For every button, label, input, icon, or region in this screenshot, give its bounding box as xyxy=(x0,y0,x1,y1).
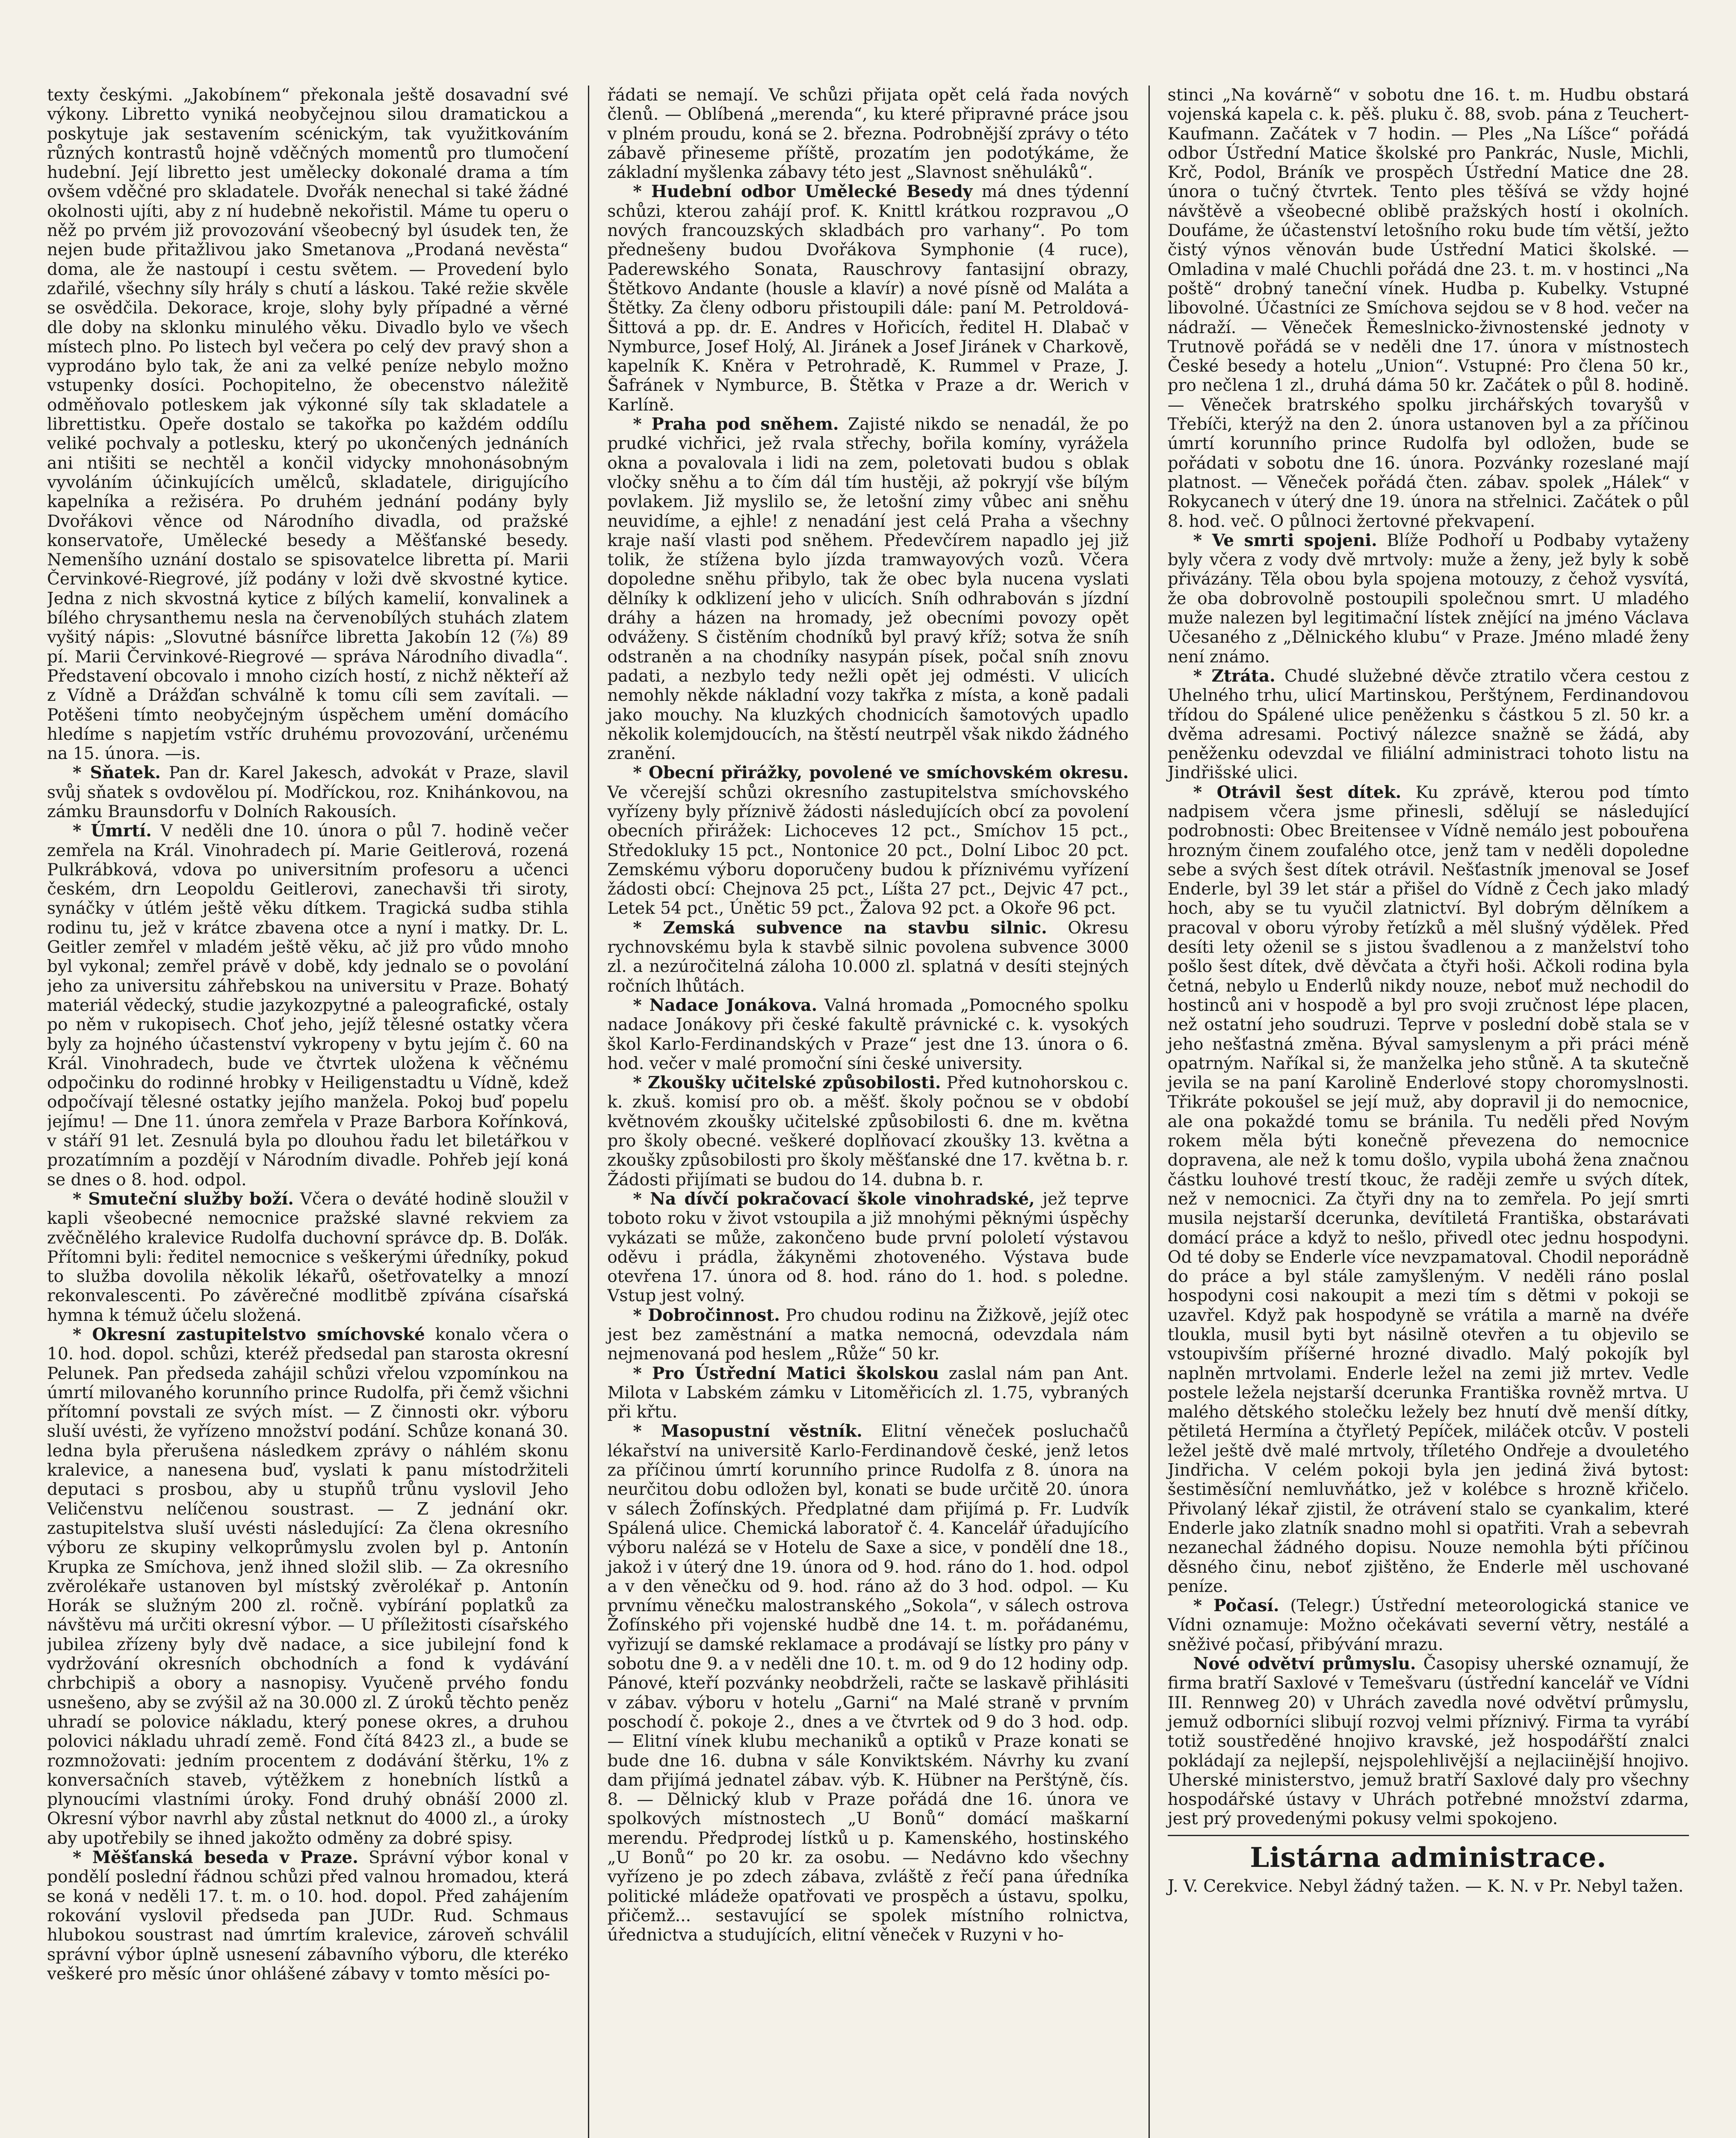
article-paragraph xyxy=(607,86,1128,182)
article-paragraph xyxy=(1168,531,1689,667)
article-text: zaslal nám pan Ant. Milota v Labském zámku v Litoměřicích zl. 1.75, vybraných při kř‍tu. xyxy=(607,1364,1129,1422)
article-lead: * Na dívčí pokračovací škole vinohradské, xyxy=(633,1189,1035,1209)
article-text: Včera o deváté hodině sloužil v kapli všeobecné nemocnice pražské slavné rekviem za zvěčnělého kralevice Rudolfa duchovní správce dp. B. Doľák. Přítomni byli: ředitel nemocnice s veškerými úředníky, pokud to služba dovolila několik lékařů, ošetřovatelky a mnozí rekonvalescenti. Po závěrečné modlitbě zpívána císařská hymna k témuž účelu složená. xyxy=(47,1189,569,1325)
article-paragraph xyxy=(607,763,1128,918)
article-paragraph xyxy=(47,1848,568,1984)
section-divider xyxy=(1168,1835,1689,1836)
column-left xyxy=(47,86,568,2138)
article-text: (Telegr.) Ústřední meteorologická stanice ve Vídni oznamuje: Možno očekávati severní větry, nestálé a sněživé počasí, přibývání mrazu. xyxy=(1167,1596,1689,1654)
columns xyxy=(47,86,1689,2138)
section-heading: Listárna administrace. xyxy=(1250,1841,1607,1874)
article-lead: * Hudební odbor Umělecké Besedy xyxy=(633,182,973,202)
article-paragraph xyxy=(1168,86,1689,531)
article-text: texty českými. „Jakobínem“ překonala ještě dosavadní své výkony. Libretto vyniká neobyčejnou silou dramatickou a poskytuje jak sestavením scénickým, tak využitkováním různých kontrastů hojně vděčných momentů pro tlumočení hudební. Její libretto jest umělecky dokonalé drama a tím ovšem vděčné pro skladatele. Dvořák nenechal si také žádné okolnosti ujíti, aby z ní hudebně nekořistil. Máme tu operu o něž po prvém již provozování všeobecný byl úsudek ten, že nejen bude přitažlivou jako Smetanova „Prodaná nevěsta“ doma, ale že nastoupí i cestu světem. — Provedení bylo zdařilé, všechny síly hrály s chutí a láskou. Také režie skvěle se osvědčila. Dekorace, kroje, slohy byly případné a věrné dle doby na sklonku minulého věku. Divadlo bylo ve všech místech plno. Po listech byl večera po celý dev pravý shon a vyprodáno bylo tak, že ani za velké peníze nebylo možno vstupenky dosíci. Pochopitelno, že obecenstvo náležitě odměňovalo potleskem jak výkonné síly tak skladatele a librettistku. Opeře dostalo se takořka po každém oddílu veliké pochvaly a potlesku, který po ukončených jednáních ani ntišiti se nechtěl a končil vidycky mnohonásobným vyvoláním účinkujících umělců, skladatele, dirigujícího kapelníka a režiséra. Po druhém jednání podány byly Dvořákovi věnce od Národního divadla, od pražské konservatoře, Umělecké besedy a Měšťanské besedy. Nemenšího uznání dostalo se spisovatelce libretta pí. Marii Červinkové-Riegrové, jíž podány v loži dvě skvostné kytice. Jedna z nich skvostná kytice z bílých kamelií, konvalinek a bílého chrysanthemu nesla na červenobílých stuhách zlatem vyšitý nápis: „Slovutné básnířce libretta Jakobín 12 (⅞) 89 pí. Marii Červinkové-Riegrové — správa Národního divadla“. Představení obcovalo i mnoho cizích hostí, z nichž někteří až z Vídně a Drážďan schválně k tomu cíli sem zavítali. — Potěšeni tímto neobyčejným úspěchem umění domácího hledíme s napjetím vstříc druhému provozování, určenému na 15. února. —is. xyxy=(47,86,569,764)
article-lead: Nové odvětví průmyslu. xyxy=(1193,1654,1416,1674)
article-lead: * Úmrtí. xyxy=(73,821,152,841)
article-paragraph xyxy=(607,1190,1128,1306)
article-lead: * Masopustní věstník. xyxy=(633,1421,862,1441)
article-lead: * Zemská subvence na stavbu silnic. xyxy=(633,918,1047,938)
article-paragraph xyxy=(47,86,568,763)
article-lead: * Otrávil šest dítek. xyxy=(1193,782,1402,802)
article-paragraph xyxy=(607,996,1128,1073)
article-text: Pan dr. Karel Jakesch, advokát v Praze, slavil svůj sňatek s ovdovělou pí. Modříckou, roz. Knihánkovou, na zámku Braunsdorfu v Dolních Rakousích. xyxy=(47,763,569,821)
article-lead: * Pro Ústřední Matici školskou xyxy=(633,1363,939,1383)
article-paragraph xyxy=(47,1190,568,1325)
article-text: Správní výbor konal v pondělí poslední řádnou schůzi před valnou hromadou, která se koná v neděli 17. t. m. o 10. hod. dopol. Před zahájením rokování vyslovil předseda pan JUDr. Rud. Schmaus hlubokou soustrast nad úmrtím kralevice, zároveň schválil správní výbor úplně usnesení zábavního výboru, dle kteréko veškeré pro měsíc únor ohlášené zábavy v tomto měsíci po- xyxy=(47,1848,569,1984)
article-text: stinci „Na kovárně“ v sobotu dne 16. t. m. Hudbu obstará vojenská kapela c. k. pěš. pluku č. 88, svob. pána z Teuchert-Kaufmann. Začátek v 7 hodin. — Ples „Na Líšce“ pořádá odbor Ústřední Matice školské pro Pankrác, Nusle, Michli, Krč, Podol, Bráník ve prospěch Ústřední Matice dne 28. února o tučný čtvrtek. Tento ples těšívá se vždy hojné návštěvě a všeobecné oblibě pražských hostí i okolních. Doufáme, že účastenství letošního roku bude tím větší, ježto čistý výnos věnován bude Ústřední Matici školské. — Omladina v malé Chuchli pořádá dne 23. t. m. v hostinci „Na poště“ drobný taneční vínek. Hudba p. Kubelky. Vstupné libovolné. Účastníci ze Smíchova sejdou se v 8 hod. večer na nádraží. — Věneček Řemeslnicko-živnostenské jednoty v Trutnově pořádá se v neděli dne 17. února v místnostech České besedy a hotelu „Union“. Vstupné: Pro člena 50 kr., pro nečlena 1 zl., druhá dáma 50 kr. Začátek o půl 8. hodině. — Věneček bratrského spolku jirchářských tovaryšů v Třebíči, kterýž na den 2. února ustanoven byl a za příčinou úmrtí korunního prince Rudolfa byl odložen, bude se pořádati v sobotu dne 16. února. Pozvánky rozeslané mají platnost. — Věneček pořádá čten. zábav. spolek „Hálek“ v Rokycanech v úterý dne 19. února na střelnici. Začátek o půl 8. hod. več. O půlnoci žertovné překvapení. xyxy=(1167,86,1689,531)
article-lead: * Ve smrti spojeni. xyxy=(1193,530,1377,550)
article-text: má dnes týdenní schůzi, kterou zahájí prof. K. Knittl krátkou rozpravou „O nových francouzských skladbách pro varhany“. Po tom přednešeny budou Dvořákova Symphonie (4 ruce), Paderewského Sonata, Rauschrovy fantasijní obrazy, Štětkovo Andante (housle a klavír) a nové písně od Maláta a Štětky. Za členy odboru přistoupili dále: paní M. Petroldová-Šittová a pp. dr. E. Andres v Hořicích, ředitel H. Dlabač v Nymburce, Josef Holý, Al. Jiránek a Josef Jiránek v Charkově, kapelník K. Kněra v Petrohradě, K. Rummel v Praze, J. Šafránek v Nymburce, B. Štětka v Praze a dr. Werich v Karlíně. xyxy=(607,182,1129,415)
article-lead: * Sňatek. xyxy=(73,763,161,783)
article-text: Časopisy uherské oznamují, že firma bratří Saxlové v Temešvaru (ústřední kancelář ve Vídni III. Rennweg 20) v Uhrách zavedla nové odvětví průmyslu, jemuž odborníci slibují rozvoj velmi příznivý. Firma ta vyrábí totiž soustředěné hnojivo kravské, jež hospodářští znalci pokládají za nejlepší, nejspolehlivější a nejlaciinější hnojivo. Uherské ministerstvo, jemuž bratří Saxlové daly pro všechny hospodářské ústavy v Uhrách potřebné množství zdarma, jest prý provedenými pokusy velmi spokojeno. xyxy=(1167,1654,1689,1829)
article-text: konalo včera o 10. hod. dopol. schůzi, kteréž předsedal pan starosta okresní Pelunek. Pan předseda zahájil schůzi vřelou vzpomínkou na úmrtí milovaného korunního prince Rudolfa, při čemž všichni přítomní povstali ze svých míst. — Z činnosti okr. výboru sluší uvésti, že vyřízeno množství podání. Schůze konaná 30. ledna byla přerušena následkem zprávy o náhlém skonu kralevice, a nanesena buď, vyslati k panu místodržiteli deputaci s prosbou, aby u stupňů trůnu vyslovil Jeho Veličenstvu nelíčenou soustrast. — Z jednání okr. zastupitelstva sluší uvésti následující: Za člena okresního výboru ze skupiny velkoprůmyslu zvolen byl p. Antonín Krupka ze Smíchova, jenž ihned složil slib. — Za okresního zvěrolékaře ustanoven byl místský zvěrolékař p. Antonín Horák se služným 200 zl. ročně. vybírání poplatků za návštěvu má určiti okresní výbor. — U příležitosti císařského jubilea zřízeny byly dvě nadace, a sice jubilejní fond k vydržování okresních obchodních a fond k vydávání chrbchipiš a obory a nasnopisy. Vyučeně prvého fondu usnešeno, aby se zvýšil až na 30.000 zl. Z úroků těchto peněz uhradí se polovice nákladu, který ponese okres, a druhou polovici nákladu uhradí země. Fond čítá 8423 zl., a bude se rozmnožovati: jedním procentem z dodávání štěrku, 1% z konversačních staveb, výtěžkem z honebních lístků a plynoucími vlastními úroky. Fond druhý obnáší 2000 zl. Okresní výbor navrhl aby zůstal netknut do 4000 zl., a úroky aby upotřebily se ihned jakožto odměny za dobré spisy. xyxy=(47,1325,569,1848)
article-text: Před kutnohorskou c. k. zkuš. komisí pro ob. a měšť. školy počnou se v období květnovém zkoušky učitelské způsobilosti 6. dne m. května pro školy obecné. veškeré doplňovací zkoušky 13. května a zkoušky způsobilosti pro školy měšťanské dne 17. května b. r. Žádosti přijímati se budou do 14. dubna b. r. xyxy=(607,1073,1129,1190)
article-text: Valná hromada „Pomocného spolku nadace Jonákovy při české fakultě právnické c. k. vysokých škol Karlo-Ferdinandských v Praze“ jest dne 13. února o 6. hod. večer v malé promoční síni české university. xyxy=(607,995,1129,1073)
article-lead: * Okresní zastupitelstvo smíchovské xyxy=(73,1325,425,1344)
article-paragraph xyxy=(607,1073,1128,1190)
article-paragraph xyxy=(607,1306,1128,1364)
article-lead: * Ztráta. xyxy=(1193,666,1275,686)
listarna-text: J. V. Cerekvice. Nebyl žádný tažen. — K. N. v Pr. Nebyl tažen. xyxy=(1167,1877,1684,1896)
column-right xyxy=(1148,86,1689,2138)
article-text: Pro chudou rodinu na Žižkově, jejíž otec jest bez zaměstnání a matka nemocná, odevzdala nám nejmenovaná pod heslem „Růže“ 50 kr. xyxy=(607,1305,1129,1364)
article-paragraph xyxy=(607,918,1128,996)
article-paragraph xyxy=(47,821,568,1190)
article-lead: * Smuteční služby boží. xyxy=(73,1189,294,1209)
article-text: Okresu rychnovskému byla k stavbě silnic povolena subvence 3000 zl. a nezúročitelná záloha 10.000 zl. splatná v desíti stejných ročních lhůtách. xyxy=(607,918,1129,996)
article-lead: * Obecní přirážky, povolené ve smíchovském okresu. xyxy=(633,763,1129,783)
article-paragraph xyxy=(1168,783,1689,1596)
article-text: jež teprve toboto roku v život vstoupila a již mnohými pěknými úspěchy vykázati se může, zakončeno bude první pololetí výstavou oděvu i prádla, žákyněmi zhotoveného. Výstava bude otevřena 17. února od 8. hod. ráno do 1. hod. s poledne. Vstup jest volný. xyxy=(607,1189,1129,1306)
article-text: Blíže Podhoří u Podbaby vytaženy byly včera z vody dvě mrtvoly: muže a ženy, jež byly k sobě přivázány. Těla obou byla spojena motouzy, z čehož vysvítá, že oba dobrovolně postoupili společnou smrt. U mladého muže nalezen byl legitimační lístek znějící na jméno Václava Učesaného z „Dělnického klubu“ v Praze. Jméno mladé ženy není známo. xyxy=(1167,531,1689,667)
article-paragraph xyxy=(47,1325,568,1848)
article-paragraph xyxy=(1168,667,1689,783)
article-text: Ve včerejší schůzi okresního zastupitelstva smíchovského vyřízeny byly příznivě žádosti následujících obcí za povolení obecních přirážek: Lichoceves 12 pct., Smíchov 15 pct., Středokluky 15 pct., Nontonice 20 pct., Dolní Liboc 20 pct. Zemskému výboru doporučeny budou k příznivému vyřízení žádosti obcí: Chejnova 25 pct., Líšta 27 pct., Dejvic 47 pct., Letek 54 pct., Únětic 59 pct., Žalova 92 pct. a Okoře 96 pct. xyxy=(607,783,1129,918)
article-lead: * Počasí. xyxy=(1193,1596,1279,1616)
article-paragraph xyxy=(1168,1654,1689,1829)
article-text: řádati se nemají. Ve schůzi přijata opět celá řada nových členů. — Oblíbená „merenda“, ku které připravné práce jsou v plném proudu, koná se 2. března. Podrobnější zprávy o této zábavě přineseme příště, prozatím jen podotýkáme, že základní myšlenka zábavy této jest „Slavnost sněhuláků“. xyxy=(607,86,1129,183)
article-text: Ku zprávě, kterou pod tímto nadpisem včera jsme přinesli, sdělují se následující podrobnosti: Obec Breitensee v Vídně nemálo jest pobouřena hrozným činem zoufalého otce, jenž tam v neděli dopoledne sebe a svých šest dítek otrávil. Nešťastník jmenoval se Josef Enderle, byl 39 let stár a přišel do Vídně z Čech jako mladý hoch, aby se tu vyučil zlatnictví. Byl dobrým dělníkem a pracoval v oboru výroby řetízků a měl slušný výdělek. Před desíti lety oženil se s jistou švadlenou a z manželství toho pošlo šest dítek, dvě děvčata a čtyři hoši. Ačkoli rodina byla četná, nebylo u Enderlů nikdy nouze, neboť muž nechodil do hostinců ani v hospodě a byl pro svoji zručnost lépe placen, než ostatní jeho soudruzi. Teprve v poslední době stala se v jeho nešťastná změna. Býval samyslenym a při práci méně opatrným. Naříkal si, že manželka jeho stůně. A ta skutečně jevila se na paní Karolině Enderlové stopy choromyslnosti. Třikráte pokoušel se její muž, aby dopravil ji do nemocnice, ale ona pokaždé tomu se bránila. Tu neděli před Novým rokem měla býti konečně převezena do nemocnice dopravena, ale než k tomu došlo, vypila ubohá žena značnou částku louhové trestí tkouc, že raději zemře u svých dítek, než v nemocnici. Za čtyři dny na to zemřela. Po její smrti musila nejstarší dcerunka, devítiletá Františka, obstarávati domácí práce a když to nešlo, přivedl otec jednu hospodyni. Od té doby se Enderle více nevzpamatoval. Chodil neporádně do práce a byl stále zamyšleným. V neděli ráno poslal hospodyni cosi nakoupit a mezi tím s dětmi v pokoji se uzavřel. Když pak hospodyně se vrátila a marně na dvéře tloukla, musil byti byt násilně otevřen a tu objevilo se vstoupivším příšerné hrozné divadlo. Malý pokojík byl naplněn mrtvolami. Enderle ležel na zemi již mrtev. Vedle postele ležela nejstarší dcerunka Františka rovněž mrtva. U malého dětského stolečku ležely bez hnutí dvě menší dítky, pětiletá Hermína a čtyřletý Pepíček, miláček otcův. V posteli ležel ještě dvě malé mrtvoly, tříletého Ondřeje a dvouletého Jindřicha. V celém pokoji byla jen jediná živá bytost: šestiměsíční nemluvňátko, jež v kolébce s hrozně křičelo. Přivolaný lékař zjistil, že otrávení stalo se cyankalim, které Enderle jako zlatník snadno mohl si opatřiti. Vrah a sebevrah nezanechal žádného dopisu. Nouze nemohla býti příčinou děsného činu, neboť zjištěno, že Enderle měl uschované peníze. xyxy=(1167,783,1689,1596)
article-text: V neděli dne 10. února o půl 7. hodině večer zemřela na Král. Vinohradech pí. Marie Geitlerová, rozená Pulkrábková, vdova po universitním profesoru a učenci českém, drn Leopoldu Geitlerovi, zanechavši tři siroty, synáčky v útlém ještě věku dítkem. Tragická sudba stihla rodinu tu, jež v krátce zbavena otce a nyní i matky. Dr. L. Geitler zemřel v mladém ještě věku, ač již pro vůdo mnoho byl vykonal; zemřel právě v době, kdy jednalo se o povolání jeho za universitu záhřebskou na universitu v Praze. Bohatý materiál vědecký, studie jazykozpytné a paleografické, ostaly po něm v rukopisech. Choť jeho, jejíž tělesné ostatky včera byly za hojného účastenství vykropeny v bytu jejím č. 60 na Král. Vinohradech, bude ve čtvrtek uložena k věčnému odpočinku do rodinné hrobky v Heiligenstadtu u Vídně, kdež odpočívají tělesné ostatky jejího manžela. Pokoj buď popelu jejímu! — Dne 11. února zemřela v Praze Barbora Kořínková, v stáří 91 let. Zesnulá byla po dlouhou řadu let biletářkou v prozatímním a pozdějí v Národním divadle. Pohřeb její koná se dnes o 8. hod. odpol. xyxy=(47,821,569,1190)
article-lead: * Nadace Jonákova. xyxy=(633,995,818,1015)
article-paragraph xyxy=(607,1364,1128,1422)
article-text: Elitní věneček posluchačů lékařství na universitě Karlo-Ferdinandově české, jenž letos za příčinou úmrtí korunního prince Rudolfa z 8. února na neurčitou dobu odložen byl, konati se bude určitě 20. února v sálech Žofínských. Předplatné dam přijímá p. Fr. Ludvík Spálená ulice. Chemická laboratoř č. 4. Kancelář úřadujícího výboru nalézá se v Hotelu de Saxe a sice, v pondělí dne 18., jakož i v úterý dne 19. února od 9. hod. ráno do 1. hod. odpol a v den věnečku od 9. hod. ráno až do 3 hod. odpol. — Ku prvnímu věnečku malostranského „Sokola“, v sálech ostrova Žofínského při vojenské hudbě dne 14. t. m. pořádanému, vyřizují se damské reklamace a prodávají se lístky pro pány v sobotu dne 9. a v neděli dne 10. t. m. od 9 do 12 hodiny odp. Pánové, kteří pozvánky neobdrželi, račte se laskavě přihlásiti v zábav. výboru v hotelu „Garni“ na Malé straně v prvním poschodí č. pokoje 2., dnes a ve čtvrtek od 9 do 3 hod. odp. — Elitní vínek klubu mechaniků a optiků v Praze konati se bude dne 16. dubna v sále Konviktském. Návrhy ku zvaní dam přijímá jednatel zábav. výb. K. Hübner na Perštýně, čís. 8. — Dělnický klub v Praze pořádá dne 16. února ve spolkových místnostech „U Bonů“ domácí maškarní merendu. Předprodej lístků u p. Kamenského, hostinského „U Bonů“ po 20 kr. za osobu. — Nedávno kdo všechny vyřízeno je po zdech zábava, zvláště z řečí pana úředníka politické mládeže opatřovati ve prospěch a ústavu, spolku, přičemž... sestavující se spolek místního rolnictva, úřednictva a studujících, elitní věneček v Ruzyni v ho- xyxy=(607,1422,1129,1945)
column-middle xyxy=(588,86,1128,2138)
article-lead: * Zkoušky učitelské způsobilosti. xyxy=(633,1073,941,1093)
article-paragraph xyxy=(47,763,568,821)
article-lead: * Měšťanská beseda v Praze. xyxy=(73,1848,358,1868)
article-paragraph xyxy=(607,1422,1128,1945)
article-paragraph xyxy=(607,182,1128,415)
article-text: Chudé služebné děvče ztratilo včera cestou z Uhelného trhu, ulicí Martinskou, Perštýnem, Ferdinandovou třídou do Spálené ulice peněženku s částkou 5 zl. 50 kr. a dvěma adresami. Poctivý nálezce snažně se žádá, aby peněženku odevzdal ve filiální administraci tohoto listu na Jindřišské ulici. xyxy=(1167,666,1689,783)
article-lead: * Praha pod sněhem. xyxy=(633,414,839,434)
article-paragraph xyxy=(1168,1596,1689,1654)
article-paragraph xyxy=(607,415,1128,763)
article-lead: * Dobročinnost. xyxy=(633,1305,780,1325)
article-text: Zajisté nikdo se nenadál, že po prudké vichřici, jež rvala střechy, bořila komíny, vyrážela okna a povalovala i lidi na zem, poletovati budou s oblak vločky sněhu a to čím dál tím hustěji, až pokryjí vše bílým povlakem. Již myslilo se, že letošní zimy vůbec ani sněhu neuvidíme, a ejhle! z nenadání jest celá Praha a všechny kraje naší vlasti pod sněhem. Předevčírem napadlo jej již tolik, že stížena bylo jízda tramwayových vozů. Včera dopoledne sněhu přibylo, tak že obec byla nucena vyslati dělníky k odklizení jeho v ulicích. Sníh odhrabován s jízdní dráhy a házen na hromady, jež obecními povozy opět odváženy. S čistěním chodníků byl pravý kříž; sotva že sníh odstraněn a na chodníky nasypán písek, počal sníh znovu padati, a nezbylo tedy nežli opět jej odmésti. V ulicích nemohly někde nákladní vozy takřka z místa, a koně padali jako mouchy. Na kluzkých chodnicích šamotových upadlo několik kolemjdoucích, na štěstí neutrpěl však nikdo žádného zranění. xyxy=(607,415,1129,764)
